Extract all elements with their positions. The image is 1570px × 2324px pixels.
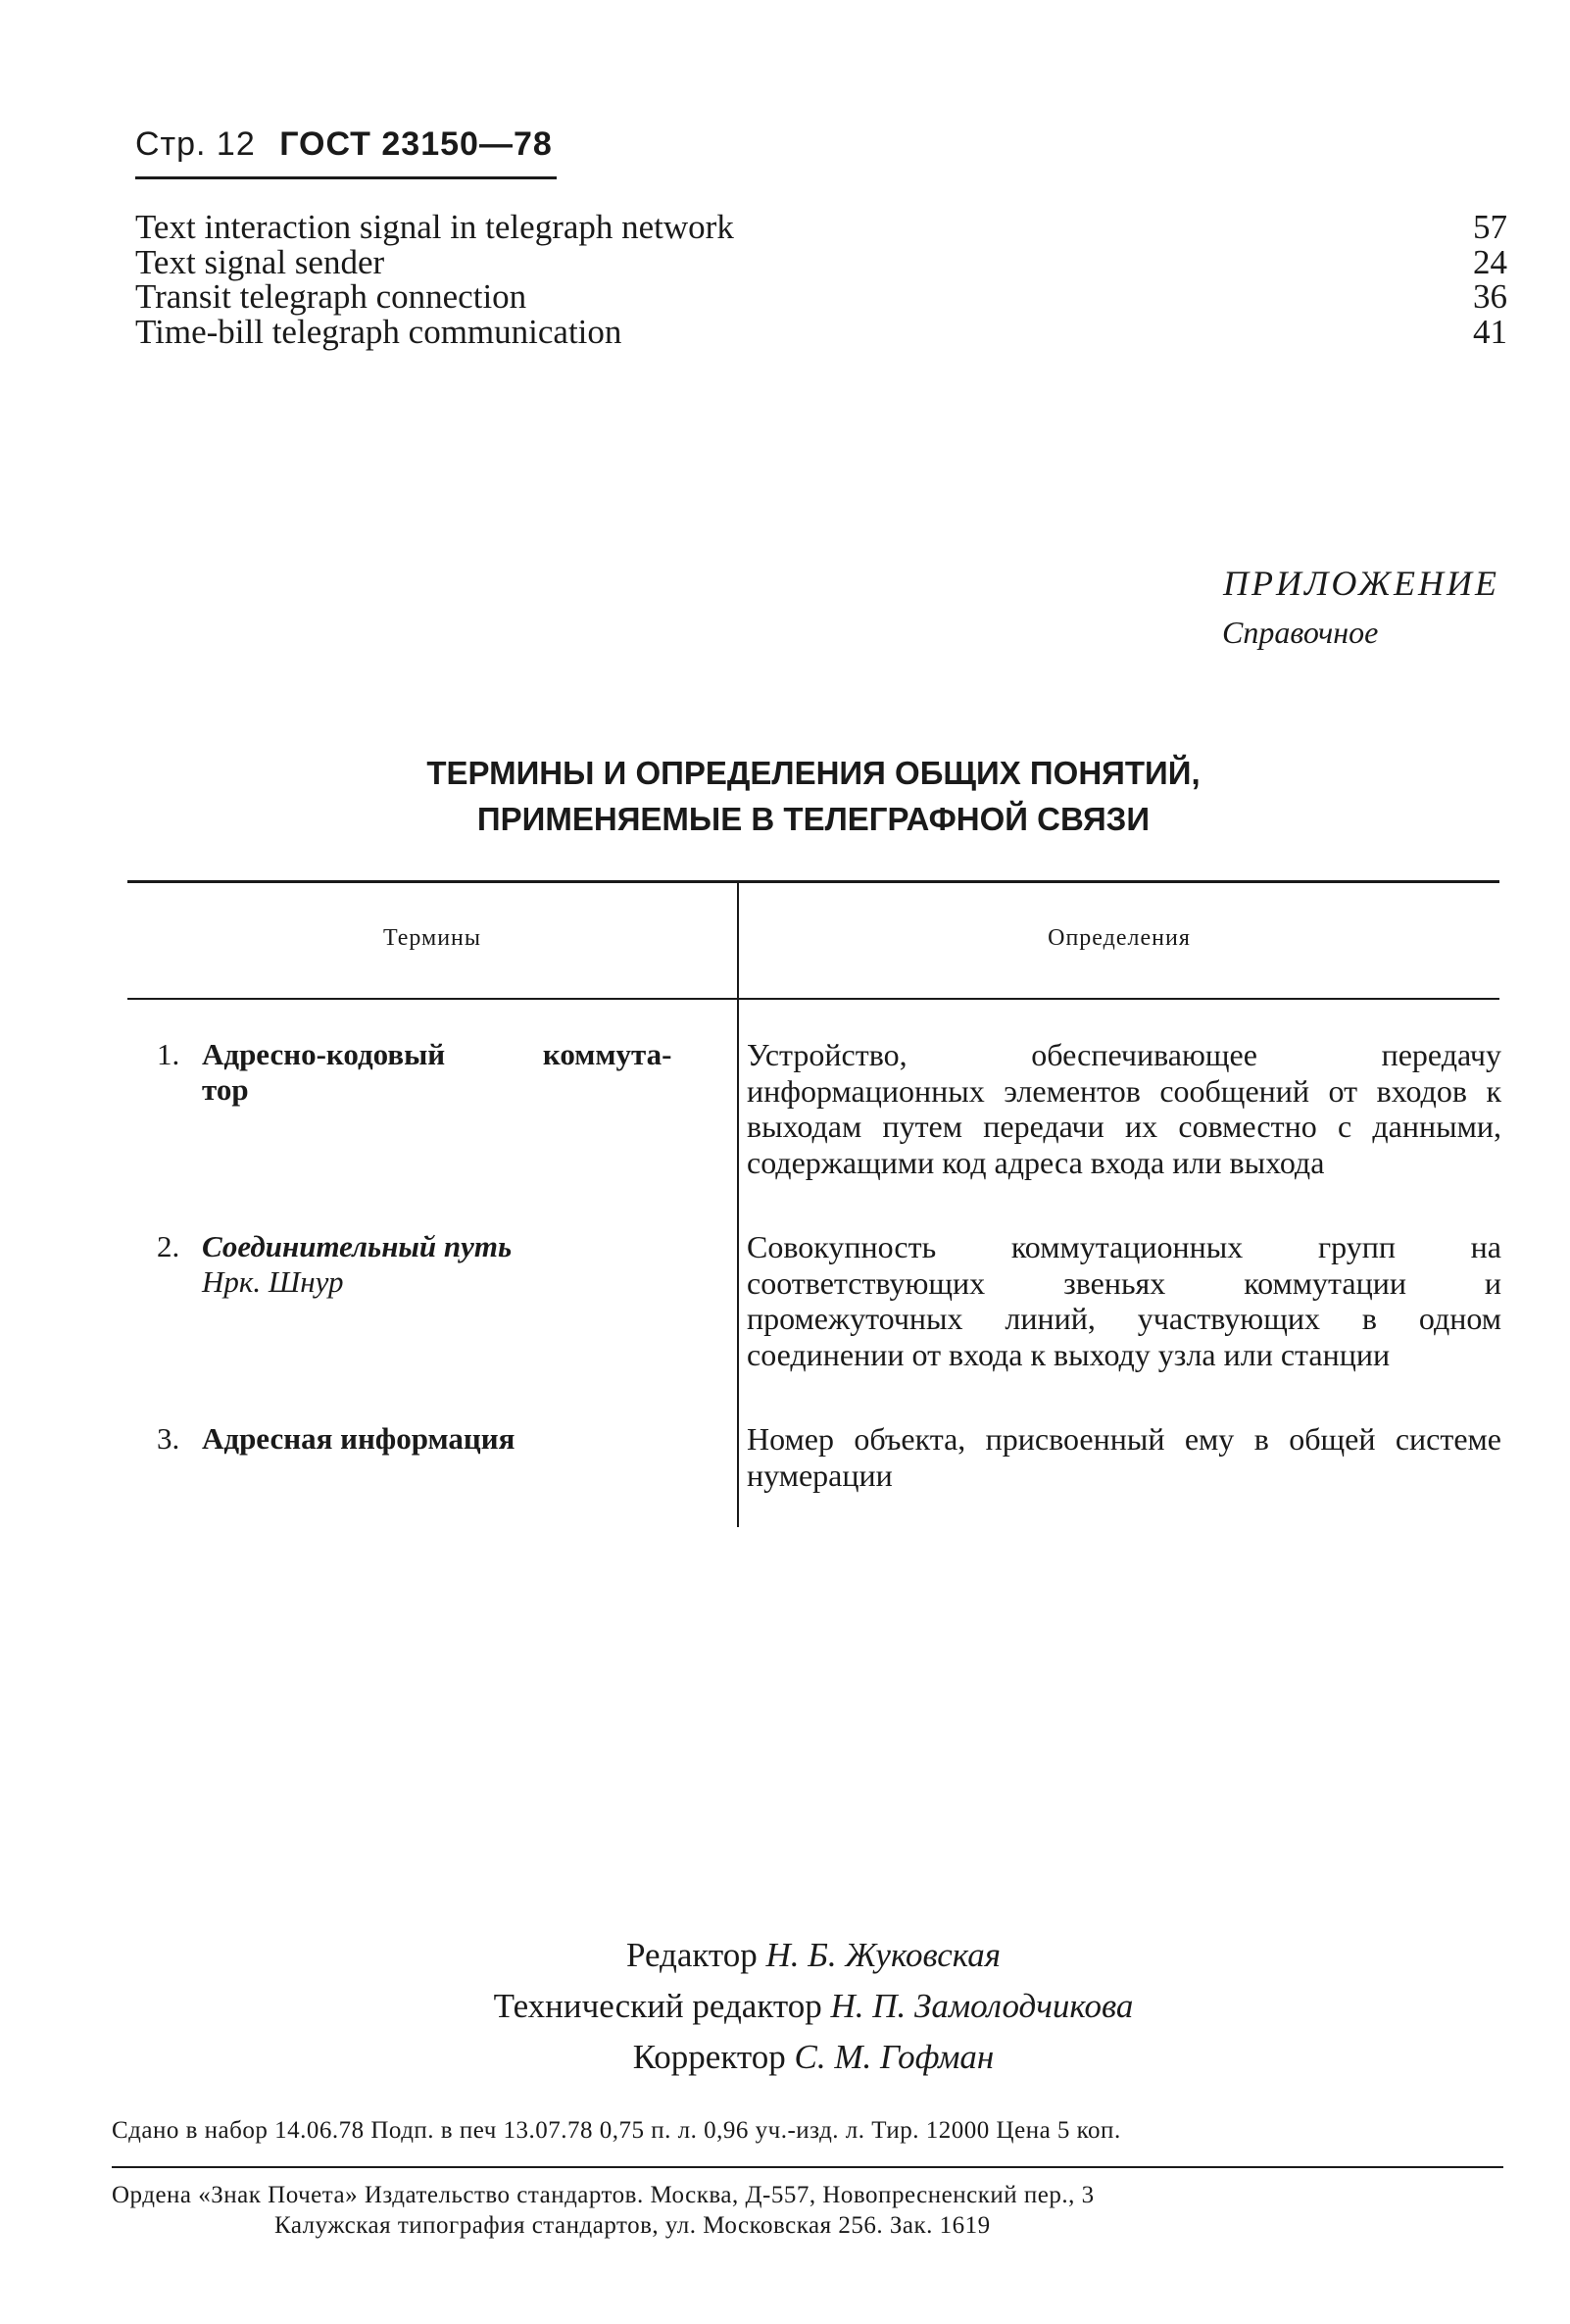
credit-tech-editor (127, 1982, 1499, 2031)
table-top-rule (127, 880, 1499, 883)
imprint-line2: Ордена «Знак Почета» Издательство стандартов. Москва, Д-557, Новопресненский пер., 3 (112, 2182, 1095, 2208)
imprint-line3: Калужская типография стандартов, ул. Московская 256. Зак. 1619 (274, 2212, 991, 2239)
index-entry (135, 312, 1507, 351)
credit-corrector (127, 2033, 1499, 2082)
table-column-divider (737, 880, 739, 1527)
term-cell (157, 1229, 706, 1300)
index-page: 24 (1473, 242, 1507, 281)
index-entry (135, 242, 1507, 281)
index-list (135, 210, 1507, 349)
standard-number: ГОСТ 23150—78 (279, 125, 553, 163)
credit-name: Н. П. Замолодчикова (830, 1987, 1134, 2025)
page-header (135, 125, 553, 164)
credit-name: С. М. Гофман (794, 2038, 995, 2076)
index-page: 41 (1473, 312, 1507, 351)
credit-label: Технический редактор (493, 1987, 822, 2025)
header-underline (135, 176, 557, 179)
imprint-line1: Сдано в набор 14.06.78 Подп. в печ 13.07.78 0,75 п. л. 0,96 уч.-изд. л. Тир. 12000 Цена 5 коп. (112, 2117, 1121, 2144)
credit-name: Н. Б. Жуковская (765, 1936, 1002, 1974)
index-page: 36 (1473, 277, 1507, 316)
definition-cell: Номер объекта, присвоенный ему в общей системе нумерации (747, 1421, 1501, 1493)
column-header-definitions: Определения (1048, 925, 1191, 951)
column-header-terms: Термины (382, 925, 482, 951)
imprint-rule (112, 2166, 1503, 2168)
definition-cell: Устройство, обеспечивающее передачу информационных элементов сообщений от входов к выходам путем передачи их совместно с данными, содержащими код адреса входа или выхода (747, 1037, 1501, 1180)
term-name: Адресно-кодовый коммута- (202, 1037, 672, 1071)
page-number: Стр. 12 (135, 125, 256, 163)
term-number: 2. (157, 1229, 180, 1263)
section-title-line1: ТЕРМИНЫ И ОПРЕДЕЛЕНИЯ ОБЩИХ ПОНЯТИЙ, (426, 755, 1201, 791)
index-entry (135, 279, 1507, 315)
term-number: 1. (157, 1037, 180, 1071)
index-term: Text signal sender (135, 242, 385, 281)
credit-label: Корректор (632, 2038, 786, 2076)
credit-editor (127, 1931, 1499, 1980)
index-term: Text interaction signal in telegraph network (135, 208, 734, 246)
table-header-rule (127, 998, 1499, 1000)
index-entry (135, 210, 1507, 245)
index-term: Time-bill telegraph communication (135, 312, 622, 351)
term-name: Адресная информация (202, 1421, 515, 1456)
credit-label: Редактор (625, 1936, 758, 1974)
term-name: Соединительный путь (202, 1229, 513, 1263)
index-term: Transit telegraph connection (135, 277, 527, 316)
appendix-subtitle: Справочное (1222, 615, 1379, 650)
term-cell (157, 1421, 706, 1457)
term-name-continued: тор (202, 1072, 249, 1107)
appendix-title: ПРИЛОЖЕНИЕ (1223, 564, 1499, 603)
section-title-line2: ПРИМЕНЯЕМЫЕ В ТЕЛЕГРАФНОЙ СВЯЗИ (476, 801, 1151, 837)
term-synonym: Нрк. Шнур (202, 1264, 344, 1299)
definition-cell: Совокупность коммутационных групп на соответствующих звеньях коммутации и промежуточных линий, участвующих в одном соединении от входа к выходу узла или станции (747, 1229, 1501, 1372)
term-cell (157, 1037, 706, 1108)
index-page: 57 (1473, 208, 1507, 246)
term-number: 3. (157, 1421, 180, 1456)
